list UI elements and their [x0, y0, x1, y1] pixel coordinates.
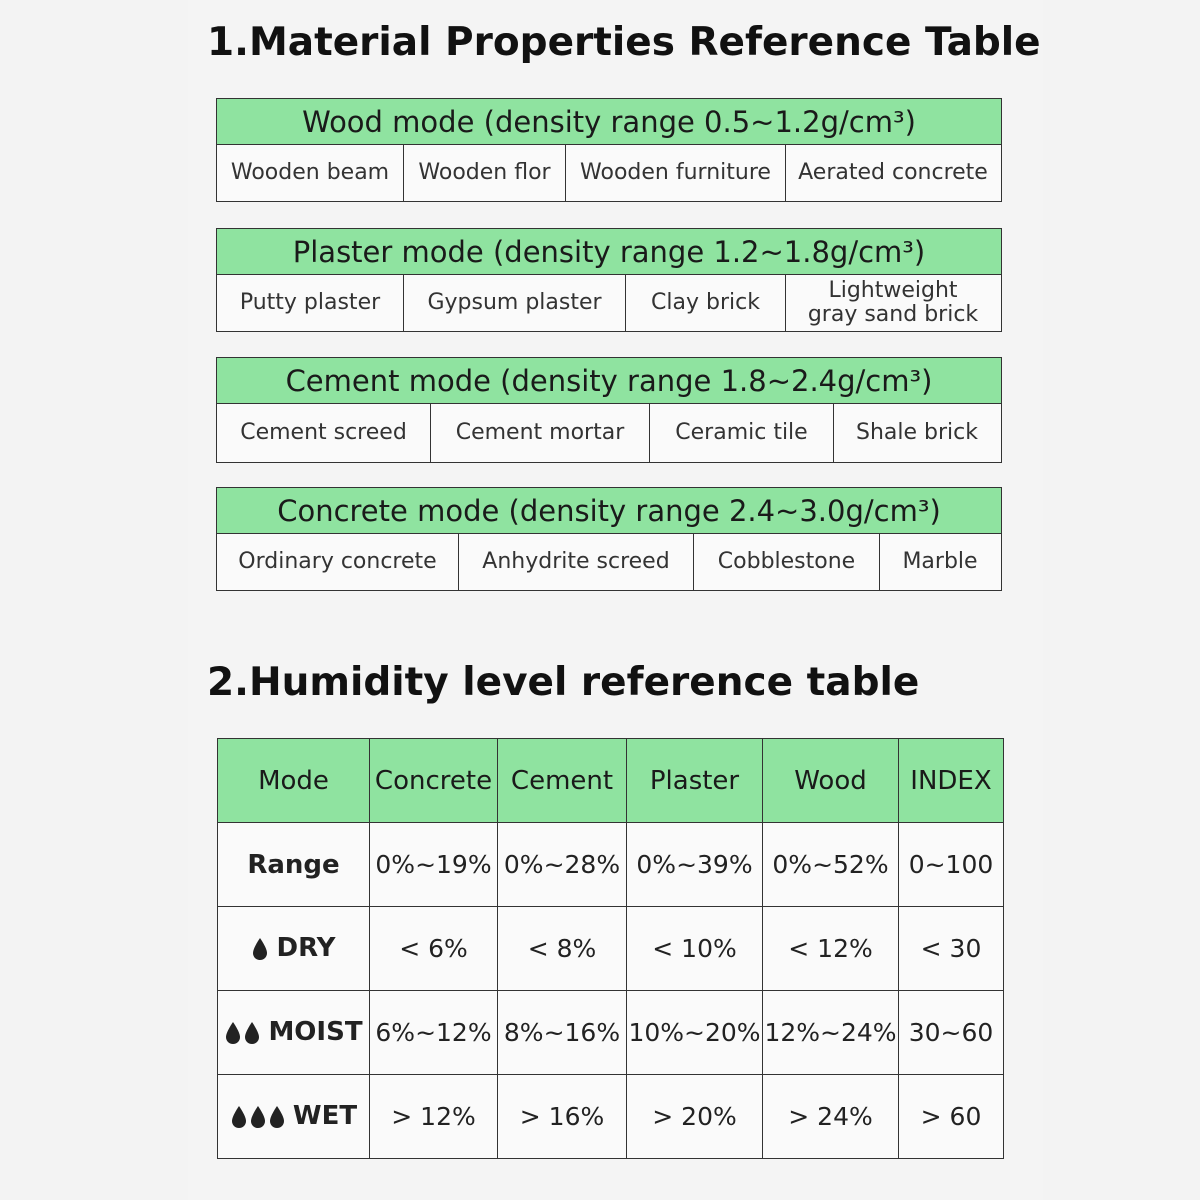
value-cell: < 12% [763, 907, 899, 991]
concrete-mode-row [217, 534, 1001, 590]
humidity-header-row [218, 739, 1004, 823]
material-cell: Wooden beam [217, 145, 404, 201]
material-cell: Lightweight gray sand brick [786, 275, 1000, 331]
wood-mode-row [217, 145, 1001, 201]
material-cell: Clay brick [626, 275, 786, 331]
material-table-title: 1.Material Properties Reference Table [207, 20, 1041, 65]
row-label-text: Range [247, 849, 340, 880]
material-cell: Anhydrite screed [459, 534, 694, 590]
value-cell: 0%~28% [498, 823, 627, 907]
water-drop-icon [230, 1102, 287, 1132]
humidity-table [217, 738, 1004, 1159]
concrete-mode-table [216, 487, 1002, 591]
value-cell: 8%~16% [498, 991, 627, 1075]
plaster-mode-header: Plaster mode (density range 1.2~1.8g/cm³) [217, 229, 1001, 275]
material-cell: Cobblestone [694, 534, 880, 590]
water-drop-icon [224, 1018, 262, 1048]
material-cell: Wooden furniture [566, 145, 786, 201]
value-cell: > 24% [763, 1075, 899, 1159]
header-cell-plaster: Plaster [627, 739, 763, 823]
value-cell: < 10% [627, 907, 763, 991]
header-cell-concrete: Concrete [370, 739, 498, 823]
material-cell: Marble [880, 534, 1000, 590]
wood-mode-table [216, 98, 1002, 202]
material-cell: Wooden flor [404, 145, 566, 201]
value-cell: < 6% [370, 907, 498, 991]
value-cell: > 20% [627, 1075, 763, 1159]
material-cell: Aerated concrete [786, 145, 1000, 201]
humidity-table-title: 2.Humidity level reference table [207, 660, 920, 705]
cement-mode-header: Cement mode (density range 1.8~2.4g/cm³) [217, 358, 1001, 404]
wood-mode-header: Wood mode (density range 0.5~1.2g/cm³) [217, 99, 1001, 145]
value-cell: > 16% [498, 1075, 627, 1159]
row-label-text: WET [292, 1101, 358, 1132]
value-cell: 0~100 [899, 823, 1004, 907]
row-label-text: DRY [276, 933, 336, 964]
header-cell-index: INDEX [899, 739, 1004, 823]
cement-mode-row [217, 404, 1001, 462]
row-label-range [218, 823, 370, 907]
value-cell: 6%~12% [370, 991, 498, 1075]
material-cell: Ceramic tile [650, 404, 834, 462]
value-cell: 12%~24% [763, 991, 899, 1075]
material-cell: Shale brick [834, 404, 1000, 462]
table-row-wet [218, 1075, 1004, 1159]
row-label-wet [218, 1075, 370, 1159]
material-cell: Cement mortar [431, 404, 650, 462]
header-cell-cement: Cement [498, 739, 627, 823]
row-label-moist [218, 991, 370, 1075]
value-cell: > 60 [899, 1075, 1004, 1159]
table-row-range [218, 823, 1004, 907]
concrete-mode-header: Concrete mode (density range 2.4~3.0g/cm³) [217, 488, 1001, 534]
row-label-dry [218, 907, 370, 991]
value-cell: 10%~20% [627, 991, 763, 1075]
table-row-moist [218, 991, 1004, 1075]
row-label-text: MOIST [268, 1017, 363, 1048]
plaster-mode-row [217, 275, 1001, 331]
cement-mode-table [216, 357, 1002, 463]
value-cell: 0%~19% [370, 823, 498, 907]
header-cell-mode: Mode [218, 739, 370, 823]
value-cell: < 30 [899, 907, 1004, 991]
value-cell: < 8% [498, 907, 627, 991]
table-row-dry [218, 907, 1004, 991]
value-cell: 0%~52% [763, 823, 899, 907]
material-cell: Putty plaster [217, 275, 404, 331]
value-cell: > 12% [370, 1075, 498, 1159]
material-cell: Ordinary concrete [217, 534, 459, 590]
water-drop-icon [251, 934, 270, 964]
material-cell: Cement screed [217, 404, 431, 462]
header-cell-wood: Wood [763, 739, 899, 823]
plaster-mode-table [216, 228, 1002, 332]
material-cell: Gypsum plaster [404, 275, 626, 331]
value-cell: 0%~39% [627, 823, 763, 907]
value-cell: 30~60 [899, 991, 1004, 1075]
